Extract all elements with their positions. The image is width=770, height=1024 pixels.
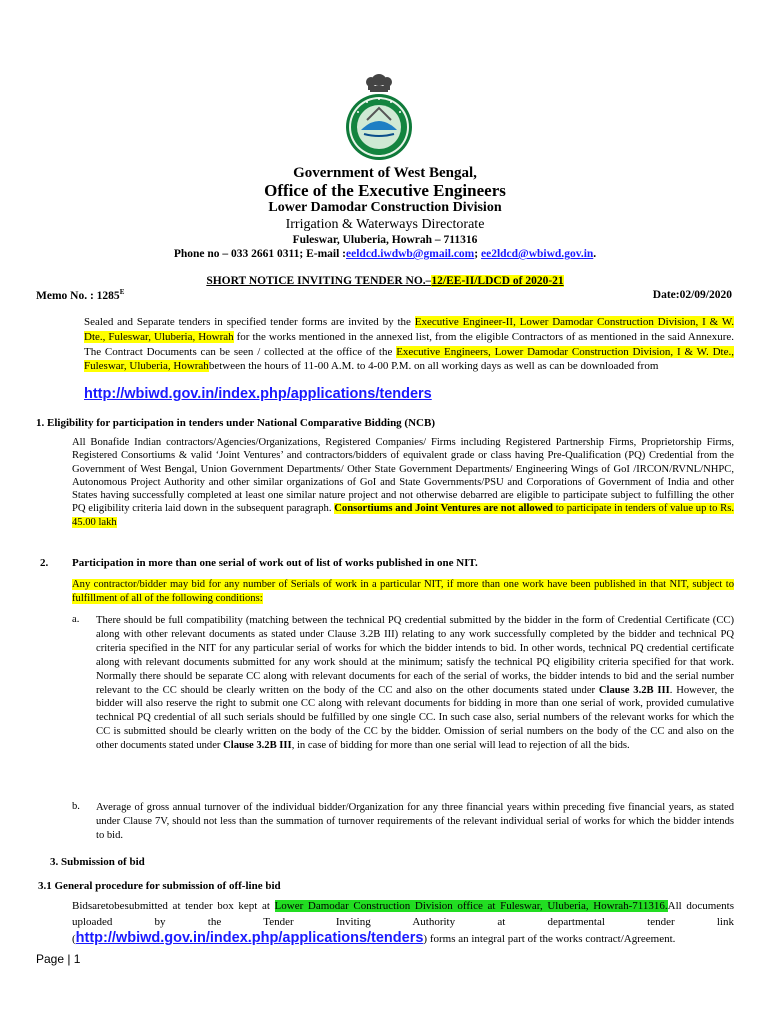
page-number: Page | 1 [36, 952, 81, 966]
tender-box-location: Lower Damodar Construction Division office at Fuleswar, Uluberia, Howrah-711316. [274, 900, 668, 912]
header-contact [0, 248, 770, 260]
notice-prefix: SHORT NOTICE INVITING TENDER NO.– [206, 275, 432, 287]
section-1-heading: 1. Eligibility for participation in tenders under National Comparative Bidding (NCB) [36, 417, 435, 429]
header-division: Lower Damodar Construction Division [268, 200, 502, 215]
section-3-heading: 3. Submission of bid [50, 856, 145, 868]
section-1-body: All Bonafide Indian contractors/Agencies/Organizations, Registered Companies/ Firms including Registered Partnership Firms, Proprietorship Firms, Registered Consortiums & valid ‘Joint Ventures’ and contractors/bidders of equivalent grade or class having Pre-Qualification (PQ) Credential from the Government of West Bengal, Union Government Departments/ Other State Government Departments/ Engineering Wings of GoI /IRCON/RVNL/NHPC, Autonomous Project Authority and other similar organizations of GoI and State Governments/PSU and Corporations of Government of India and other States having successfully completed at least one similar nature project and not otherwise debarred are eligible to participate subject to fulfilling the other PQ eligibility criteria laid down in the subsequent paragraph. Consortiums and Joint Ventures are not allowed to participate in tenders of value up to Rs. 45.00 lakh [72, 437, 734, 528]
intro-tender-link[interactable]: http://wbiwd.gov.in/index.php/applications/tenders [84, 386, 432, 402]
section-3-1-body: Bidsaretobesubmitted at tender box kept at Lower Damodar Construction Division office at Fuleswar, Uluberia, Howrah-711316.All documents uploaded by the Tender Inviting Authority at departmental tender link (http://wbiwd.gov.in/index.php/applications/tenders) forms an integral part of the works contract/Agreement. [72, 900, 735, 946]
memo-number: Memo No. : $1285^E$ [36, 288, 125, 302]
notice-title [0, 275, 770, 287]
notice-number: 12/EE-II/LDCD of 2020-21 [431, 275, 564, 287]
government-emblem-logo [334, 72, 424, 164]
item-a-body: There should be full compatibility (matching between the technical PQ credential submitted by the bidder in the form of Credential Certificate (CC) along with other relevant documents as stated under Clause 3.2B III) relating to any work successfully completed by the bidder and technical PQ criteria specified in the NIT for any particular serial of works for which the bidder intends to bid. In other words, technical PQ credential certificate along with relevant documents submitted for any work should at the minimum; satisfy the technical PQ eligibility criteria specified for that work. Normally there should be separate CC along with relevant documents for each of the serial of works, the bidder intends to bid and the serial number relevant to the CC should be clearly written on the body of the CC and also on the other documents stated under Clause 3.2B III. However, the bidder will also reserve the right to submit one CC along with relevant documents for bidding in more than one serial of work, provided cumulative technical PQ credential of all such serials should be fulfilled by one single CC. In such case also, serial numbers of the relevant works for which the CC is submitted should be clearly written on the body of the CC by the bidder. Omission of serial numbers on the body of the CC and also on the other documents stated under Clause 3.2B III, in case of bidding for more than one serial will lead to rejection of all the bids. [96, 615, 734, 752]
section-3-1-heading: 3.1 General procedure for submission of off-line bid [38, 880, 281, 892]
email-link-2[interactable]: ee2ldcd@wbiwd.gov.in [480, 248, 594, 260]
header-directorate: Irrigation & Waterways Directorate [285, 217, 485, 232]
email-separator: ; [474, 248, 481, 260]
section-3-tender-link[interactable]: http://wbiwd.gov.in/index.php/applications/tenders [75, 930, 424, 946]
section-2-conditions: Any contractor/bidder may bid for any number of Serials of work in a particular NIT, if more than one work have been published in that NIT, subject to fulfillment of all of the following conditions: [72, 579, 734, 604]
header-office-title: Office of the Executive Engineers [264, 181, 506, 200]
phone-text: Phone no – 033 2661 0311; E-mail : [173, 248, 347, 260]
item-b-body: Average of gross annual turnover of the individual bidder/Organization for any three financial years within preceding five financial years, as stated under Clause 7V, should not less than the summation of turnover requirements of the relevant individual serial of works for which the bidder intends to bid. [96, 802, 734, 841]
item-b-label: b. [72, 801, 80, 812]
notice-date: Date:02/09/2020 [652, 289, 732, 301]
header-government: Government of West Bengal, [293, 165, 477, 181]
email-link-1[interactable]: eeldcd.iwdwb@gmail.com [346, 248, 475, 260]
header-address: Fuleswar, Uluberia, Howrah – 711316 [292, 234, 478, 246]
intro-highlight-2: Executive Engineers, Lower Damodar Construction Division, I & W. Dte., Fuleswar, Uluberia, Howrah [84, 345, 734, 373]
email-end: . [593, 248, 597, 260]
section-2-heading: Participation in more than one serial of work out of list of works published in one NIT. [72, 557, 478, 569]
item-a-label: a. [72, 614, 80, 625]
intro-highlight-1: Executive Engineer-II, Lower Damodar Construction Division, I & W. Dte., Fuleswar, Uluberia, Howrah [84, 316, 734, 343]
section-2-number: 2. [40, 557, 49, 569]
intro-paragraph: Sealed and Separate tenders in specified tender forms are invited by the Executive Engineer-II, Lower Damodar Construction Division, I & W. Dte., Fuleswar, Uluberia, Howrah for the works mentioned in the annexed list, from the eligible Contractors of as mentioned in the said Annexure. The Contract Documents can be seen / collected at the office of the Executive Engineers, Lower Damodar Construction Division, I & W. Dte., Fuleswar, Uluberia, Howrahbetween the hours of 11-00 A.M. to 4-00 P.M. on all working days as well as can be downloaded from [84, 316, 734, 373]
